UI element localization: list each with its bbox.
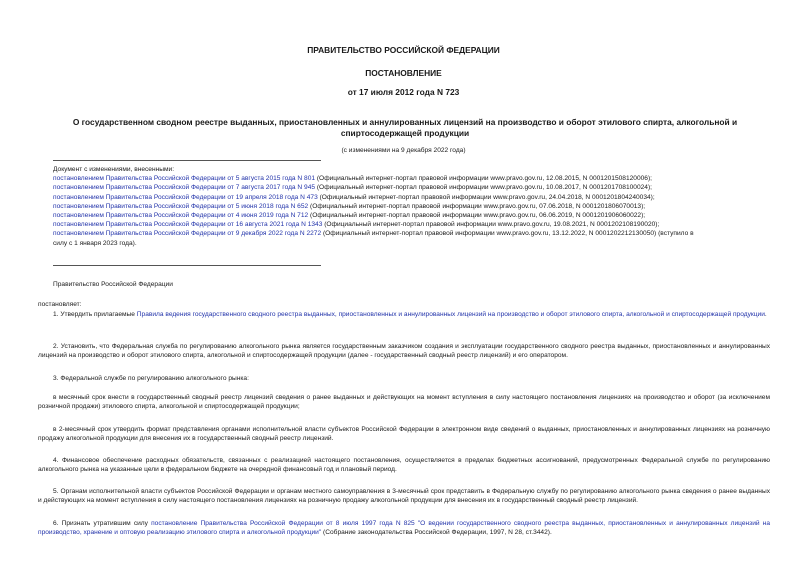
paragraph-3-item-b (38, 425, 770, 443)
paragraph-6-text: 6. Признать утратившим силу (53, 520, 152, 527)
paragraph-5 (38, 487, 770, 505)
amendment-item (53, 229, 755, 238)
rules-link[interactable]: Правила ведения государственного сводного реестра выданных, приостановленных и аннулированных лицензий на производство и оборот этилового спирта, алкогольной и спиртосодержащей продукции (136, 311, 765, 318)
paragraph-4-text: 4. Финансовое обеспечение расходных обязательств, связанных с реализацией настоящего постановления, осуществляется в пределах бюджетных ассигнований, предусмотренных Федеральной службе по регулированию алкогольного рынка на указанные цели в федеральном бюджете на очередной финансовый год и плановый период. (38, 457, 770, 474)
amendment-source: (Официальный интернет-портал правовой информации www.pravo.gov.ru, 13.12.2022, N 0001202212130050) (вступило в (321, 230, 694, 238)
paragraph-3-text: 3. Федеральной службе по регулированию алкогольного рынка: (53, 375, 249, 382)
paragraph-2 (38, 342, 770, 360)
amendment-source: (Официальный интернет-портал правовой информации www.pravo.gov.ru, 19.08.2021, N 0001202108190020); (322, 221, 660, 229)
amendment-link[interactable]: постановлением Правительства Российской Федерации от 5 августа 2015 года N 801 (53, 175, 316, 183)
paragraph-3-item-a-text: в месячный срок внести в государственный сводный реестр лицензий сведения о ранее выданных и действующих на момент вступления в силу настоящего постановления лицензиях на производство и оборот (за исключением розничной продажи) этилового спирта, алкогольной и спиртосодержащей продукции; (38, 394, 770, 411)
paragraph-6-end: (Собрание законодательства Российской Федерации, 1997, N 28, ст.3442). (321, 529, 552, 537)
document-title: О государственном сводном реестре выданных, приостановленных и аннулированных лицензий на производство и оборот этилового спирта, алкогольной и спиртосодержащей продукции (72, 117, 738, 138)
amendments-block (53, 165, 755, 248)
amendment-link[interactable]: постановлением Правительства Российской Федерации от 4 июня 2019 года N 712 (53, 212, 309, 220)
amendments-intro: Документ с изменениями, внесенными: (53, 166, 175, 173)
amendment-link[interactable]: постановлением Правительства Российской Федерации от 9 декабря 2022 года N 2272 (53, 230, 322, 238)
amendment-source: (Официальный интернет-портал правовой информации www.pravo.gov.ru, 06.06.2019, N 0001201906060022); (308, 212, 646, 220)
enacting-authority: Правительство Российской Федерации (53, 281, 173, 288)
divider-bottom (53, 265, 321, 266)
amendment-item (53, 211, 755, 220)
amendment-source: (Официальный интернет-портал правовой информации www.pravo.gov.ru, 07.06.2018, N 0001201806070013); (308, 202, 646, 210)
paragraph-3-item-a (38, 393, 770, 411)
amendment-source: (Официальный интернет-портал правовой информации www.pravo.gov.ru, 24.04.2018, N 0001201804240034); (317, 193, 655, 201)
amendment-link[interactable]: постановлением Правительства Российской Федерации от 16 августа 2021 года N 1343 (53, 221, 323, 229)
amendment-link[interactable]: постановлением Правительства Российской Федерации от 19 апреля 2018 года N 473 (53, 193, 318, 201)
amendment-source: (Официальный интернет-портал правовой информации www.pravo.gov.ru, 10.08.2017, N 0001201708100024); (315, 184, 652, 192)
divider-top (53, 160, 321, 161)
amendment-item (53, 174, 755, 183)
enacting-clause: постановляет: (38, 301, 82, 308)
paragraph-4 (38, 456, 770, 474)
document-subtitle: (с изменениями на 9 декабря 2022 года) (341, 147, 466, 154)
amendment-continuation: силу с 1 января 2023 года). (53, 239, 137, 247)
paragraph-1-end: . (764, 311, 767, 318)
paragraph-2-text: 2. Установить, что Федеральная служба по регулированию алкогольного рынка является государственным заказчиком создания и эксплуатации государственного сводного реестра выданных, приостановленных и аннулированных лицензий на производство и оборот этилового спирта, алкогольной и спиртосодержащей продукции (далее - государственный сводный реестр лицензий) и его оператором. (38, 343, 770, 360)
paragraph-3 (38, 374, 770, 383)
paragraph-1-text: 1. Утвердить прилагаемые (53, 311, 137, 318)
issuing-authority-heading: ПРАВИТЕЛЬСТВО РОССИЙСКОЙ ФЕДЕРАЦИИ (307, 45, 500, 55)
amendment-item (53, 183, 755, 192)
paragraph-3-item-b-text: в 2-месячный срок утвердить формат представления органами исполнительной власти субъектов Российской Федерации в электронном виде сведений о выданных, приостановленных и аннулированных лицензиях на розничную продажу алкогольной продукции для внесения их в государственный сводный реестр лицензий. (38, 426, 770, 443)
amendment-link[interactable]: постановлением Правительства Российской Федерации от 5 июня 2018 года N 652 (53, 202, 309, 210)
paragraph-5-text: 5. Органам исполнительной власти субъектов Российской Федерации и органам местного самоуправления в 3-месячный срок представить в Федеральную службу по регулированию алкогольного рынка сведения о ранее выданных и действующих на момент вступления в силу настоящего постановления лицензиях на розничную продажу алкогольной продукции для внесения их в государственный сводный реестр лицензий. (38, 488, 770, 505)
document-date-number: от 17 июля 2012 года N 723 (347, 87, 460, 97)
amendment-link[interactable]: постановлением Правительства Российской Федерации от 7 августа 2017 года N 945 (53, 184, 316, 192)
amendment-source: (Официальный интернет-портал правовой информации www.pravo.gov.ru, 12.08.2015, N 0001201508120006); (315, 175, 652, 183)
document-type-heading: ПОСТАНОВЛЕНИЕ (365, 68, 442, 78)
paragraph-1 (38, 310, 770, 319)
amendment-item (53, 220, 755, 229)
amendment-item (53, 193, 755, 202)
amendment-item (53, 202, 755, 211)
paragraph-6 (38, 519, 770, 537)
repealed-decree-link[interactable]: постановление Правительства Российской Федерации от 8 июля 1997 года N 825 "О ведении государственного сводного реестра выданных, приостановленных и аннулированных лицензий на производство, хранение и оптовую реализацию этилового спирта и алкогольной продукции" (38, 520, 770, 537)
